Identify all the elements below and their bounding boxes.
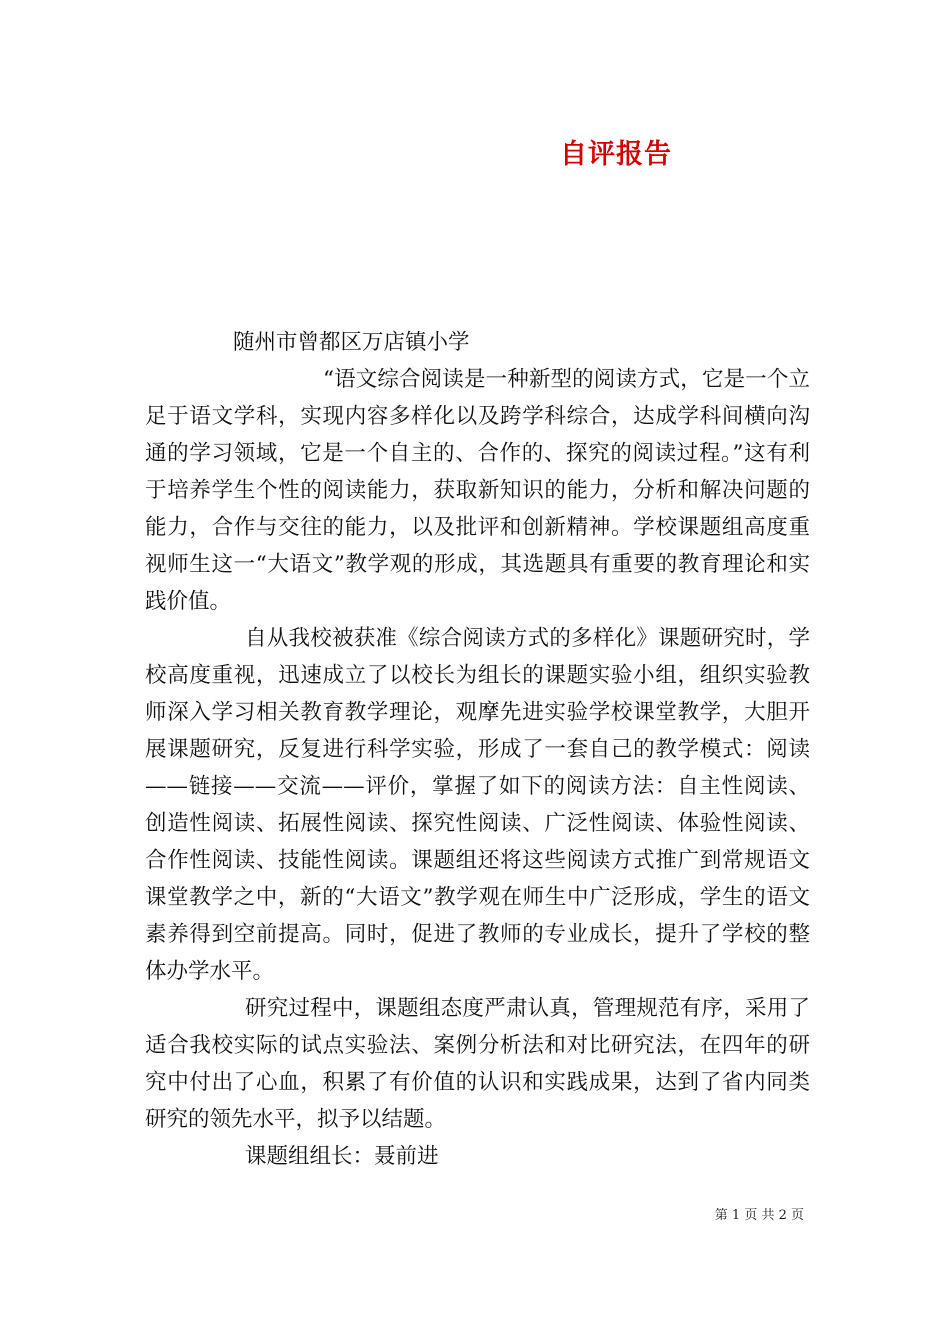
paragraph-2: 自从我校被获准《综合阅读方式的多样化》课题研究时，学校高度重视，迅速成立了以校长为组长的课题实验小组，组织实验教师深入学习相关教育教学理论，观摩先进实验学校课堂教学，大胆开展课题研究，反复进行科学实验，形成了一套自己的教学模式：阅读——链接——交流——评价，掌握了如下的阅读方法：自主性阅读、创造性阅读、拓展性阅读、探究性阅读、广泛性阅读、体验性阅读、合作性阅读、技能性阅读。课题组还将这些阅读方式推广到常规语文课堂教学之中，新的“大语文”教学观在师生中广泛形成，学生的语文素养得到空前提高。同时，促进了教师的专业成长，提升了学校的整体办学水平。 bbox=[145, 626, 810, 984]
paragraph-3: 研究过程中，课题组态度严肃认真，管理规范有序，采用了适合我校实际的试点实验法、案例分析法和对比研究法，在四年的研究中付出了心血，积累了有价值的认识和实践成果，达到了省内同类研究的领先水平，拟予以结题。 bbox=[145, 996, 810, 1132]
document-title: 自评报告 bbox=[560, 139, 672, 170]
document-body bbox=[145, 324, 810, 1175]
organization-name: 随州市曾都区万店镇小学 bbox=[233, 330, 470, 355]
paragraph-1: “语文综合阅读是一种新型的阅读方式，它是一个立足于语文学科，实现内容多样化以及跨学科综合，达成学科间横向沟通的学习领域，它是一个自主的、合作的、探究的阅读过程。”这有利于培养学生个性的阅读能力，获取新知识的能力，分析和解决问题的能力，合作与交往的能力，以及批评和创新精神。学校课题组高度重视师生这一“大语文”教学观的形成，其选题具有重要的教育理论和实践价值。 bbox=[145, 367, 810, 614]
page-number: 第 1 页 共 2 页 bbox=[714, 1208, 804, 1223]
group-leader-line: 课题组组长：聂前进 bbox=[245, 1144, 439, 1169]
